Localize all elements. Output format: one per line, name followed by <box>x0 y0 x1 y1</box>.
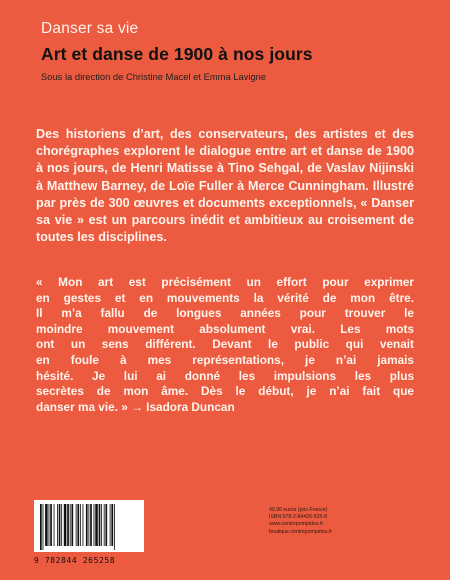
barcode-bar <box>114 504 115 550</box>
barcode-bar <box>50 504 52 546</box>
barcode-bar <box>45 504 48 546</box>
barcode-bar <box>104 504 105 546</box>
barcode-bar <box>64 504 67 546</box>
barcode-bar <box>88 504 89 546</box>
quote-line: en foule à mes représentations, je n’ai jamais <box>36 352 414 367</box>
barcode-bar <box>43 504 44 550</box>
barcode-bar <box>77 504 79 546</box>
barcode-bar <box>90 504 92 546</box>
barcode <box>34 500 144 552</box>
series-title: Danser sa vie <box>41 20 139 37</box>
barcode-bar <box>101 504 102 546</box>
barcode-bar <box>105 504 107 546</box>
description-paragraph: Des historiens d’art, des conservateurs, des artistes et des chorégraphes explorent le dialogue entre art et danse de 1900 à nos jours, de Henri Matisse à Tino Sehgal, de Vaslav Nijinski à Matthew Barney, de Loïe Fuller à Merce Cunningham. Illustré par près de 300 œuvres et documents exceptionnels, « Danser sa vie » est un parcours inédit et ambitieux au croisement de toutes les disciplines. <box>36 127 414 245</box>
barcode-bar <box>80 504 81 546</box>
barcode-bar <box>49 504 50 546</box>
quote-line: « Mon art est précisément un effort pour exprimer <box>36 275 414 289</box>
shop-website-text: boutique.centrepompidou.fr <box>269 528 333 535</box>
barcode-bar <box>57 504 58 546</box>
quote-paragraph <box>36 275 414 415</box>
quote-line: ont un sens différent. Devant le public qui venait <box>36 337 414 352</box>
barcode-bar <box>94 504 95 546</box>
barcode-bar <box>95 504 98 546</box>
quote-line: hésité. Je lui ai donné les impulsions les plus <box>36 368 414 383</box>
barcode-bar <box>110 504 111 546</box>
editors-credit: Sous la direction de Christine Macel et Emma Lavigne <box>41 71 267 82</box>
barcode-bar <box>59 504 61 546</box>
quote-line: moindre mouvement absolument vrai. Les mots <box>36 321 414 336</box>
isbn-text: ISBN 978-2-84426-525-8 <box>269 514 327 521</box>
barcode-bar <box>54 504 55 546</box>
quote-author: → Isadora Duncan <box>131 399 235 414</box>
barcode-digits: 9 782844 265258 <box>34 556 116 565</box>
quote-line: en gestes et en mouvements la vérité de mon être. <box>36 290 414 305</box>
website-text: www.centrepompidou.fr <box>269 521 324 528</box>
barcode-bar <box>86 504 88 546</box>
barcode-bar <box>71 504 73 546</box>
quote-last-line <box>36 400 414 416</box>
barcode-bar <box>67 504 69 546</box>
barcode-block <box>34 500 144 570</box>
barcode-bar <box>70 504 71 546</box>
header <box>41 20 430 83</box>
barcode-bar <box>76 504 77 546</box>
publisher-info <box>269 507 332 536</box>
barcode-bars <box>38 504 140 550</box>
barcode-bar <box>61 504 62 546</box>
quote-line: Il m’a fallu de longues années pour trouver le <box>36 306 414 321</box>
quote-ending: danser ma vie. » <box>36 399 132 414</box>
price-text: 49,90 euros (prix France) <box>269 507 328 513</box>
quote-line: secrètes de mon âme. Dès le début, je n’ai fait que <box>36 384 414 399</box>
book-title: Art et danse de 1900 à nos jours <box>41 44 313 64</box>
barcode-bar <box>99 504 101 546</box>
barcode-bar <box>111 504 113 546</box>
barcode-bar <box>83 504 84 546</box>
barcode-bar <box>40 504 42 550</box>
